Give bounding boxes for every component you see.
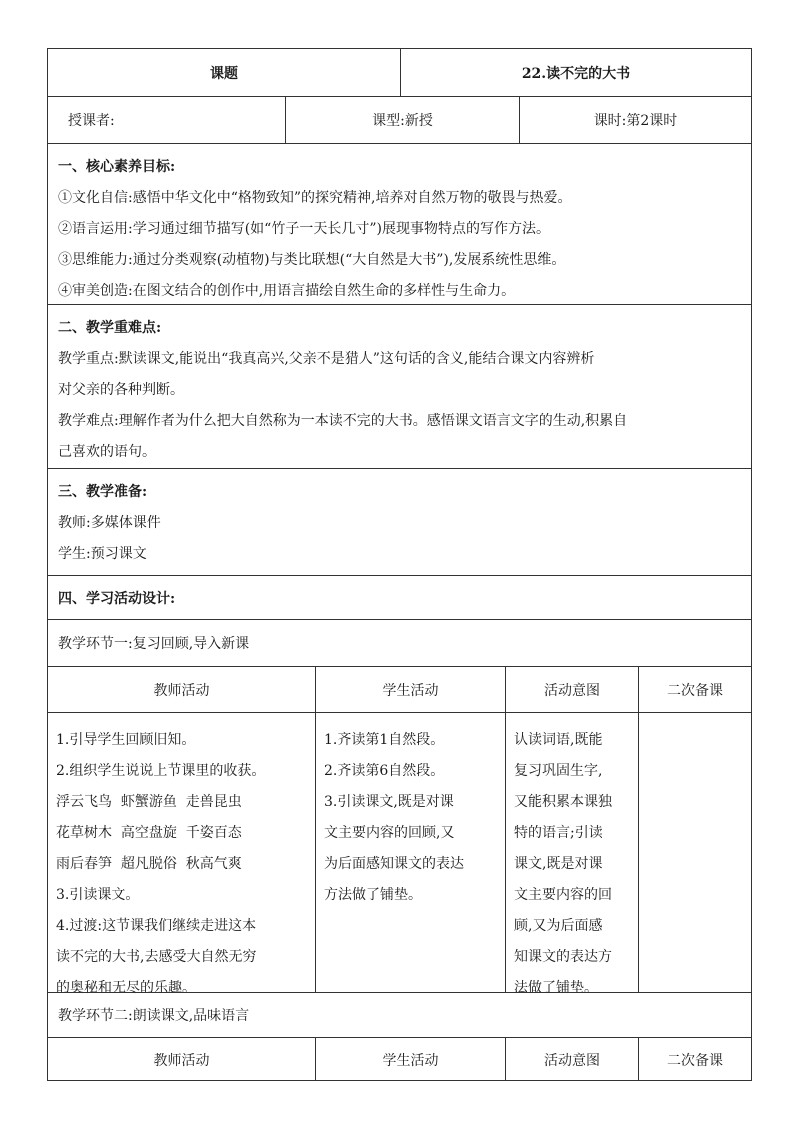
teacher-activity-line: 的奥秘和无尽的乐趣。 <box>56 980 196 996</box>
goal-item: ②语言运用:学习通过细节描写(如“竹子一天长几寸”)展现事物特点的写作方法。 <box>58 221 550 237</box>
goal-item: ①文化自信:感悟中华文化中“格物致知”的探究精神,培养对自然万物的敬畏与热爱。 <box>58 190 572 206</box>
goals-title: 一、核心素养目标: <box>58 159 176 175</box>
student-activity-line: 方法做了铺垫。 <box>324 887 422 903</box>
second-prep-cell <box>638 713 751 992</box>
intent-line: 顾,又为后面感 <box>514 918 603 934</box>
teacher-activity-line: 3.引读课文。 <box>56 887 140 903</box>
key-points-title: 二、教学重难点: <box>58 320 162 336</box>
intent-line: 文主要内容的回 <box>514 887 612 903</box>
student-activity-cell <box>315 713 505 992</box>
section2-title: 教学环节二:朗读课文,品味语言 <box>58 1008 250 1024</box>
goal-item: ③思维能力:通过分类观察(动植物)与类比联想(“大自然是大书”),发展系统性思维。 <box>58 252 566 268</box>
key-point-line: 己喜欢的语句。 <box>58 444 156 460</box>
key-points-section <box>48 304 751 468</box>
key-point-line: 教学难点:理解作者为什么把大自然称为一本读不完的大书。感悟课文语言文字的生动,积累自 <box>58 413 628 429</box>
student-activity-line: 为后面感知课文的表达 <box>324 856 464 872</box>
student-activity-line: 2.齐读第6自然段。 <box>324 763 445 779</box>
header-teacher-activity: 教师活动 <box>153 682 210 699</box>
topic-row <box>48 49 751 96</box>
vocab-line: 浮云飞鸟 虾蟹游鱼 走兽昆虫 <box>56 794 242 810</box>
section1-title: 教学环节一:复习回顾,导入新课 <box>58 636 250 652</box>
header-second-prep: 二次备课 <box>638 1038 751 1081</box>
intent-line: 课文,既是对课 <box>514 856 603 872</box>
lesson-plan-table <box>47 48 752 1081</box>
intent-line: 特的语言;引读 <box>514 825 603 841</box>
header-student-activity: 学生活动 <box>315 1038 505 1081</box>
info-row <box>48 96 751 143</box>
student-activity-line: 3.引读课文,既是对课 <box>324 794 454 810</box>
header-activity-intent: 活动意图 <box>505 1038 638 1081</box>
teacher-activity-line: 4.过渡:这节课我们继续走进这本 <box>56 918 257 934</box>
goals-section <box>48 143 751 304</box>
prep-student: 学生:预习课文 <box>58 546 147 562</box>
intent-line: 认读词语,既能 <box>514 732 603 748</box>
design-title: 四、学习活动设计: <box>58 590 176 607</box>
vocab-line: 雨后春笋 超凡脱俗 秋高气爽 <box>56 856 242 872</box>
section2-header-row <box>48 1037 751 1081</box>
teacher-label: 授课者: <box>68 113 115 129</box>
section1-title-row <box>48 619 751 666</box>
key-point-line: 对父亲的各种判断。 <box>58 382 184 398</box>
topic-value: 22.读不完的大书 <box>400 49 751 96</box>
prep-teacher: 教师:多媒体课件 <box>58 515 161 531</box>
lesson-type: 课型:新授 <box>285 97 519 143</box>
header-teacher-activity: 教师活动 <box>153 1052 210 1069</box>
header-student-activity: 学生活动 <box>315 667 505 712</box>
intent-line: 知课文的表达方 <box>514 949 612 965</box>
student-activity-line: 文主要内容的回顾,又 <box>324 825 455 841</box>
section1-content-row <box>48 712 751 996</box>
design-title-row <box>48 575 751 619</box>
header-activity-intent: 活动意图 <box>505 667 638 712</box>
activity-intent-cell <box>505 713 638 996</box>
key-point-line: 教学重点:默读课文,能说出“我真高兴,父亲不是猎人”这句话的含义,能结合课文内容辨析 <box>58 351 595 367</box>
prep-section <box>48 468 751 575</box>
intent-line: 法做了铺垫。 <box>514 980 598 996</box>
vocab-line: 花草树木 高空盘旋 千姿百态 <box>56 825 242 841</box>
prep-title: 三、教学准备: <box>58 484 148 500</box>
header-second-prep: 二次备课 <box>638 667 751 712</box>
student-activity-line: 1.齐读第1自然段。 <box>324 732 445 748</box>
goal-item: ④审美创造:在图文结合的创作中,用语言描绘自然生命的多样性与生命力。 <box>58 283 516 299</box>
lesson-period: 课时:第2课时 <box>519 97 751 143</box>
intent-line: 又能积累本课独 <box>514 794 612 810</box>
teacher-activity-cell <box>48 713 315 996</box>
teacher-activity-line: 2.组织学生说说上节课里的收获。 <box>56 763 266 779</box>
section2-title-row <box>48 992 751 1037</box>
teacher-activity-line: 读不完的大书,去感受大自然无穷 <box>56 949 257 965</box>
intent-line: 复习巩固生字, <box>514 763 603 779</box>
teacher-activity-line: 1.引导学生回顾旧知。 <box>56 732 196 748</box>
section1-header-row <box>48 666 751 712</box>
topic-label: 课题 <box>210 65 238 82</box>
